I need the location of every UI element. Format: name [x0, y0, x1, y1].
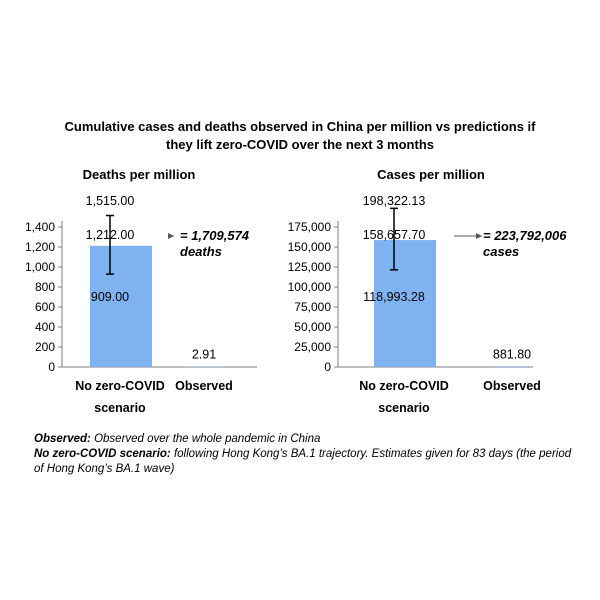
cases-y-tick-label: 175,000	[287, 220, 331, 234]
deaths-bar-no-zero-covid	[90, 246, 152, 367]
footnote-observed	[34, 432, 579, 447]
cases-y-tick-label: 0	[324, 360, 331, 374]
deaths-panel-title: Deaths per million	[82, 167, 196, 182]
deaths-y-tick-label: 1,400	[24, 220, 55, 234]
deaths-y-tick-label: 200	[34, 340, 55, 354]
footnotes	[34, 432, 579, 477]
deaths-central-label: 1,212.00	[85, 228, 135, 242]
deaths-y-tick-label: 400	[34, 320, 55, 334]
footnote-observed-text: Observed over the whole pandemic in China	[90, 433, 321, 445]
deaths-annotation-arrowhead	[168, 233, 174, 239]
cases-central-label: 158,657.70	[362, 228, 426, 242]
cases-observed-label: 881.80	[492, 347, 532, 362]
footnote-scenario-label: No zero-COVID scenario:	[34, 448, 171, 460]
cases-category-observed: Observed	[483, 379, 541, 393]
cases-y-tick-label: 100,000	[287, 280, 331, 294]
cases-upper-label: 198,322.13	[362, 194, 426, 208]
deaths-annotation-unit: deaths	[180, 244, 222, 259]
cases-annotation-unit: cases	[483, 244, 520, 259]
deaths-category-no-zero-covid-line2: scenario	[94, 401, 146, 415]
deaths-observed-label: 2.91	[191, 347, 217, 362]
cases-y-tick-label: 125,000	[287, 260, 331, 274]
title-line-1: Cumulative cases and deaths observed in China per million vs predictions if	[64, 119, 536, 134]
deaths-annotation-value: = 1,709,574	[180, 228, 250, 243]
cases-bar-observed	[492, 366, 532, 367]
cases-annotation-arrowhead	[476, 233, 482, 239]
cases-category-no-zero-covid-line2: scenario	[378, 401, 430, 415]
deaths-y-tick-label: 1,000	[24, 260, 55, 274]
deaths-y-tick-label: 600	[34, 300, 55, 314]
cases-y-tick-label: 150,000	[287, 240, 331, 254]
deaths-category-no-zero-covid-line1: No zero-COVID	[75, 379, 165, 393]
cases-lower-label: 118,993.28	[363, 290, 425, 304]
deaths-y-tick-label: 0	[48, 360, 55, 374]
deaths-category-observed: Observed	[175, 379, 233, 393]
footnote-scenario-text: following Hong Kong’s BA.1 trajectory. Estimates given for 83 days (the period of Hong Kong’s BA.1 wave)	[34, 448, 572, 475]
cases-category-no-zero-covid-line1: No zero-COVID	[359, 379, 449, 393]
cases-y-tick-label: 25,000	[294, 340, 331, 354]
deaths-y-tick-label: 1,200	[24, 240, 55, 254]
footnote-observed-label: Observed:	[34, 433, 91, 445]
footnote-scenario	[34, 447, 579, 477]
cases-panel-title: Cases per million	[377, 167, 485, 182]
deaths-lower-label: 909.00	[90, 290, 130, 304]
cases-annotation-value: = 223,792,006	[483, 228, 567, 243]
deaths-upper-label: 1,515.00	[85, 194, 135, 208]
cases-y-tick-label: 50,000	[294, 320, 331, 334]
deaths-y-tick-label: 800	[34, 280, 55, 294]
cases-y-tick-label: 75,000	[294, 300, 331, 314]
title-line-2: they lift zero-COVID over the next 3 months	[166, 137, 434, 152]
